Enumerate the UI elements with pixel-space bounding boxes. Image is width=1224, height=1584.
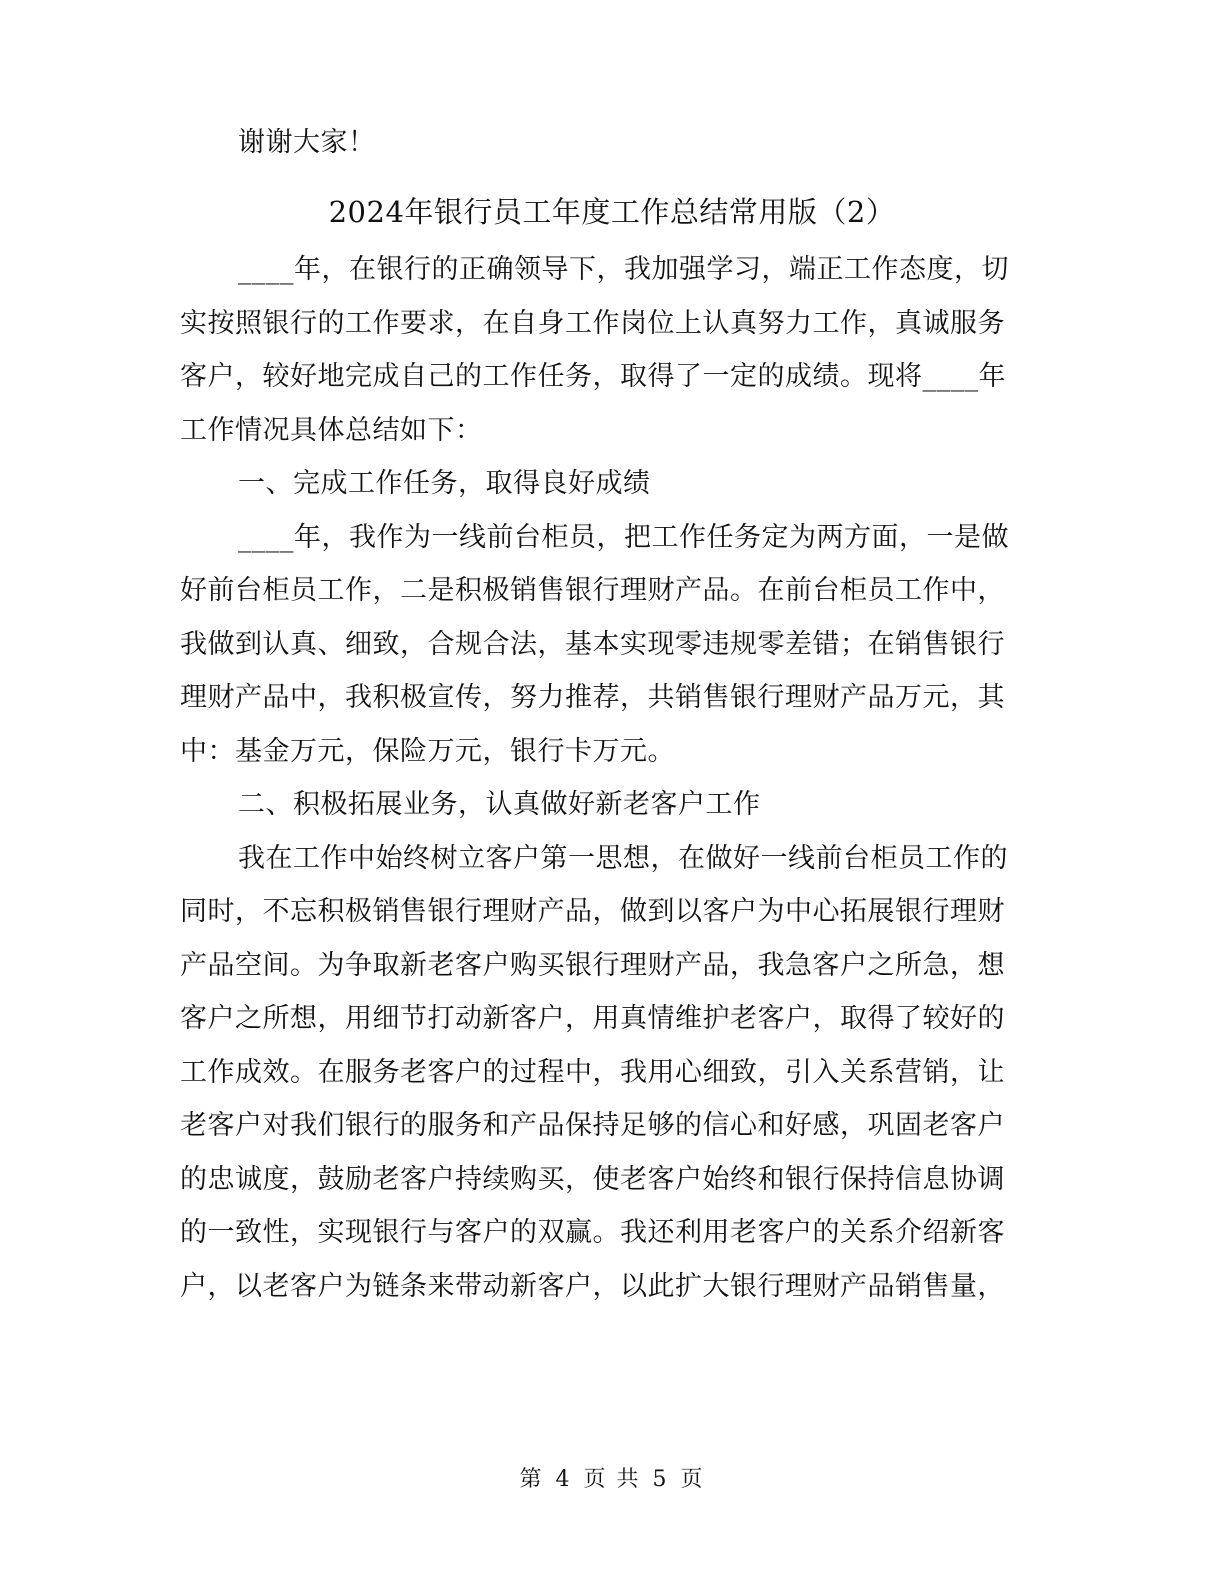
page-current: 4 (555, 1467, 572, 1492)
paragraph-line: 客户，较好地完成自己的工作任务，取得了一定的成绩。现将____年 (180, 361, 1006, 392)
body-text (180, 243, 1015, 1313)
paragraph-line: 同时，不忘积极销售银行理财产品，做到以客户为中心拓展银行理财 (180, 896, 1005, 927)
section-heading: 二、积极拓展业务，认真做好新老客户工作 (238, 789, 761, 820)
paragraph-line: 理财产品中，我积极宣传，努力推荐，共销售银行理财产品万元，其 (180, 682, 1005, 713)
paragraph-line: 中：基金万元，保险万元，银行卡万元。 (180, 735, 675, 767)
paragraph-line: 的一致性，实现银行与客户的双赢。我还利用老客户的关系介绍新客 (180, 1217, 1005, 1248)
page-total: 5 (652, 1467, 669, 1492)
closing-block (180, 116, 1015, 170)
paragraph-line: ____年，我作为一线前台柜员，把工作任务定为两方面，一是做 (238, 521, 1009, 553)
paragraph-line: 工作成效。在服务老客户的过程中，我用心细致，引入关系营销，让 (180, 1056, 1005, 1088)
page-label-prefix: 第 (519, 1467, 544, 1492)
paragraph-line: 实按照银行的工作要求，在自身工作岗位上认真努力工作，真诚服务 (180, 307, 1005, 339)
paragraph-line: 我做到认真、细致，合规合法，基本实现零违规零差错；在销售银行 (180, 628, 1005, 660)
section-heading: 一、完成工作任务，取得良好成绩 (238, 468, 651, 499)
paragraph-line: 好前台柜员工作，二是积极销售银行理财产品。在前台柜员工作中， (180, 575, 1005, 606)
paragraph-line: 的忠诚度，鼓励老客户持续购买，使老客户始终和银行保持信息协调 (180, 1163, 1005, 1195)
page-label-suffix: 页 (680, 1467, 705, 1492)
paragraph-line: 老客户对我们银行的服务和产品保持足够的信心和好感，巩固老客户 (180, 1110, 1005, 1141)
paragraph-line: 户，以老客户为链条来带动新客户，以此扩大银行理财产品销售量， (180, 1270, 1005, 1302)
paragraph-line: 产品空间。为争取新老客户购买银行理财产品，我急客户之所急，想 (180, 949, 1005, 981)
paragraph-line: ____年，在银行的正确领导下，我加强学习，端正工作态度，切 (238, 254, 1009, 285)
paragraph-line: 工作情况具体总结如下： (180, 414, 483, 446)
document-title: 2024年银行员工年度工作总结常用版（2） (328, 195, 896, 229)
paragraph-line: 我在工作中始终树立客户第一思想，在做好一线前台柜员工作的 (238, 842, 1008, 874)
closing-text: 谢谢大家！ (238, 127, 376, 158)
page-label-mid: 页 共 (583, 1467, 641, 1492)
page-footer (0, 1462, 1224, 1493)
paragraph-line: 客户之所想，用细节打动新客户，用真情维护老客户，取得了较好的 (180, 1003, 1005, 1034)
